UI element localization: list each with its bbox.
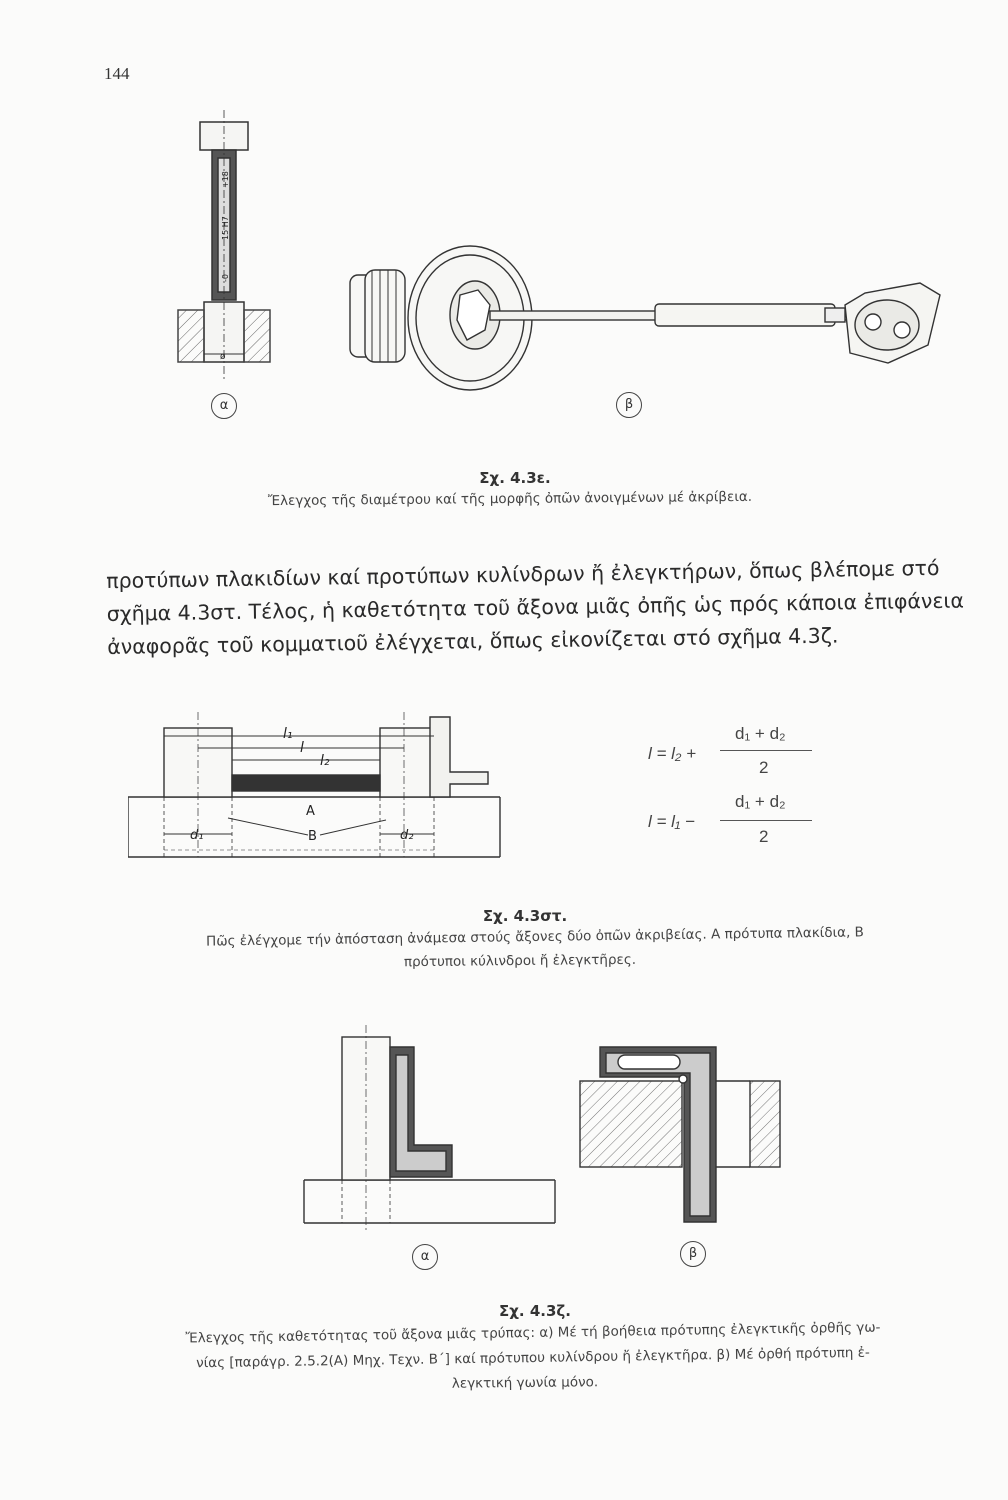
square-check-drawing-b [580, 1047, 780, 1222]
body-paragraph [106, 552, 965, 664]
label-d1: d₁ [190, 828, 204, 843]
gauge-marking-upper: +18 [221, 171, 230, 188]
formula-1-fraction-bar [720, 750, 812, 751]
label-l1: l₁ [283, 726, 293, 742]
square-check-drawing-a [304, 1025, 555, 1230]
formula-2-numerator: d₁ + d₂ [735, 792, 786, 811]
figure-3-caption-line-3: λεγκτική γωνία μόνο. [451, 1374, 599, 1392]
figure-3-caption-line-1: Ἔλεγχος τῆς καθετότητας τοῦ ἄξονα μιᾶς τρύπας: α) Μέ τή βοήθεια πρότυπης ἐλεγκτικῆς ὀρθῆς γω- [185, 1319, 881, 1347]
body-line-3: ἀναφορᾶς τοῦ κομματιοῦ ἐλέγχεται, ὅπως εἰκονίζεται στό σχῆμα 4.3ζ. [107, 623, 839, 659]
plug-gauge-drawing [178, 110, 270, 380]
thread-gauge-drawing [350, 246, 940, 390]
formula-1-numerator: d₁ + d₂ [735, 724, 786, 743]
label-b: B [308, 829, 317, 844]
formula-1-denominator: 2 [759, 758, 769, 777]
figure-3-caption-line-2: νίας [παράγρ. 2.5.2(Α) Μηχ. Τεχν. Β΄] καί πρότυπου κυλίνδρου ἤ ἐλεγκτῆρα. β) Μέ ὀρθή πρότυπη ἐ- [196, 1344, 870, 1372]
figure-1-caption-title: Σχ. 4.3ε. [479, 469, 551, 487]
label-a: A [306, 804, 315, 819]
label-d2: d₂ [400, 828, 414, 843]
figure-3-label-a: α [412, 1244, 438, 1270]
figure-4-3e [160, 110, 960, 420]
body-line-2: σχῆμα 4.3στ. Τέλος, ἡ καθετότητα τοῦ ἄξονα μιᾶς ὀπῆς ὡς πρός κάποια ἐπιφάνεια [106, 588, 965, 626]
formula-2-lhs: l = l₁ − [648, 812, 695, 831]
label-l2: l₂ [320, 753, 330, 769]
gauge-marking-lower: -0 [221, 274, 230, 282]
formula-1-lhs: l = l₂ + [648, 744, 697, 763]
formula-2-fraction-bar [720, 820, 812, 821]
figure-3-label-b: β [680, 1241, 706, 1267]
figure-2-caption-line-2: πρότυποι κύλινδροι ἤ ἐλεγκτῆρες. [403, 951, 637, 971]
label-l: l [300, 740, 304, 756]
figure-4-3st [128, 712, 508, 862]
figure-1-label-b: β [616, 392, 642, 418]
figure-4-3z [300, 1025, 800, 1235]
body-line-1: προτύπων πλακιδίων καί προτύπων κυλίνδρων ἤ ἐλεγκτήρων, ὅπως βλέπομε στό [106, 555, 940, 593]
formula-2-denominator: 2 [759, 827, 769, 846]
page-number: 144 [104, 64, 130, 83]
figure-2-caption-title: Σχ. 4.3στ. [482, 907, 568, 925]
figure-1-label-a: α [211, 393, 237, 419]
gauge-marking-middle: 15 H7 [221, 216, 230, 240]
diameter-mark: ø [220, 352, 226, 362]
figure-2-caption-line-1: Πῶς ἐλέγχομε τήν ἀπόσταση ἀνάμεσα στούς ἄξονες δύο ὀπῶν ἀκριβείας. A πρότυπα πλακίδια, B [205, 924, 864, 950]
figure-1-caption-text: Ἔλεγχος τῆς διαμέτρου καί τῆς μορφῆς ὀπῶν ἀνοιγμένων μέ ἀκρίβεια. [267, 488, 753, 510]
figure-3-caption-title: Σχ. 4.3ζ. [499, 1302, 571, 1320]
